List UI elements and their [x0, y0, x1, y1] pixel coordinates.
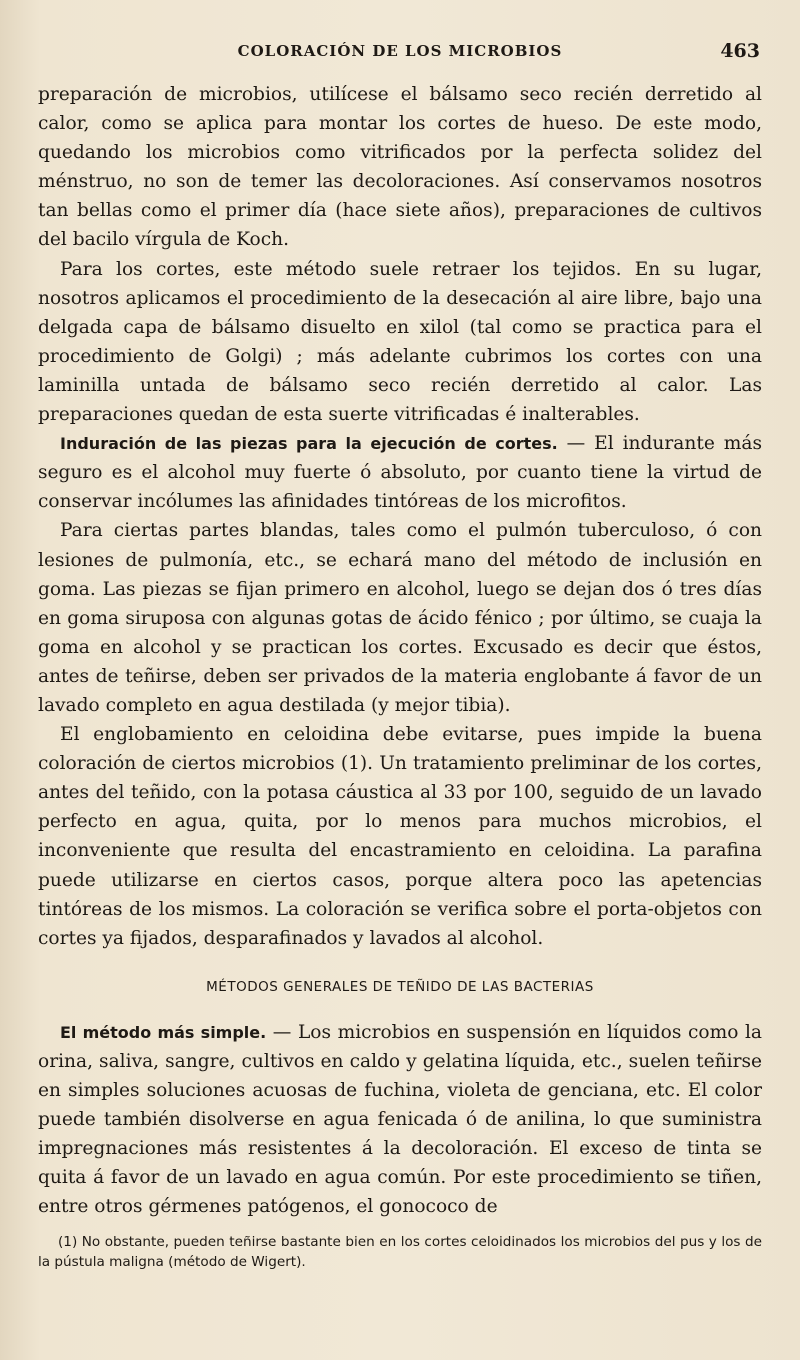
- paragraph-induracion-text: — El indurante más seguro es el alcohol muy fuerte ó absoluto, por cuanto tiene la virtud de conservar incólumes las afinidades tintóreas de los microfitos.: [38, 433, 762, 513]
- section-heading: MÉTODOS GENERALES DE TEÑIDO DE LAS BACTERIAS: [206, 978, 594, 995]
- paragraph-celoidina: El englobamiento en celoidina debe evitarse, pues impide la buena coloración de ciertos microbios (1). Un tratamiento preliminar de los cortes, antes del teñido, con la potasa cáustica al 33 por 100, seguido de un lavado perfecto en agua, quita, por lo menos para muchos microbios, el inconveniente que resulta del encastramiento en celoidina. La parafina puede utilizarse en ciertos casos, porque altera poco las apetencias tintóreas de los mismos. La coloración se verifica sobre el porta-objetos con cortes ya fijados, desparafinados y lavados al alcohol.: [38, 724, 762, 949]
- paragraph-metodo-simple: [38, 1018, 762, 1222]
- page-body: [38, 80, 762, 1272]
- paragraph-induracion: [38, 429, 762, 516]
- footnote: [38, 1232, 762, 1272]
- running-head: COLORACIÓN DE LOS MICROBIOS: [237, 42, 563, 60]
- paragraph-cortes: Para los cortes, este método suele retraer los tejidos. En su lugar, nosotros aplicamos el procedimiento de la desecación al aire libre, bajo una delgada capa de bálsamo disuelto en xilol (tal como se practica para el procedimiento de Golgi) ; más adelante cubrimos los cortes con una laminilla untada de bálsamo seco recién derretido al calor. Las preparaciones quedan de esta suerte vitrificadas é inalterables.: [38, 258, 762, 426]
- paragraph-metodo-text: — Los microbios en suspensión en líquidos como la orina, saliva, sangre, cultivos en caldo y gelatina líquida, etc., suelen teñirse en simples soluciones acuosas de fuchina, violeta de genciana, etc. El color puede también disolverse en agua fenicada ó de anilina, lo que suministra impregnaciones más resistentes á la decoloración. El exceso de tinta se quita á favor de un lavado en agua común. Por este procedimiento se tiñen, entre otros gérmenes patógenos, el gonococo de: [38, 1021, 762, 1218]
- page-header: [40, 40, 760, 68]
- run-in-heading-metodo: El método más simple.: [60, 1022, 267, 1042]
- paragraph-continued: preparación de microbios, utilícese el bálsamo seco recién derretido al calor, como se aplica para montar los cortes de hueso. De este modo, quedando los microbios como vitrificados por la perfecta solidez del ménstruo, no son de temer las decoloraciones. Así conservamos nosotros tan bellas como el primer día (hace siete años), preparaciones de cultivos del bacilo vírgula de Koch.: [38, 84, 762, 251]
- run-in-heading-induracion: Induración de las piezas para la ejecución de cortes.: [60, 434, 558, 454]
- paragraph-goma: Para ciertas partes blandas, tales como el pulmón tuberculoso, ó con lesiones de pulmonía, etc., se echará mano del método de inclusión en goma. Las piezas se fijan primero en alcohol, luego se dejan dos ó tres días en goma siruposa con algunas gotas de ácido fénico ; por último, se cuaja la goma en alcohol y se practican los cortes. Excusado es decir que éstos, antes de teñirse, deben ser privados de la materia englobante á favor de un lavado completo en agua destilada (y mejor tibia).: [38, 520, 762, 716]
- footnote-text: (1) No obstante, pueden teñirse bastante bien en los cortes celoidinados los microbios del pus y los de la pústula maligna (método de Wigert).: [38, 1233, 762, 1270]
- page-number: 463: [720, 40, 760, 62]
